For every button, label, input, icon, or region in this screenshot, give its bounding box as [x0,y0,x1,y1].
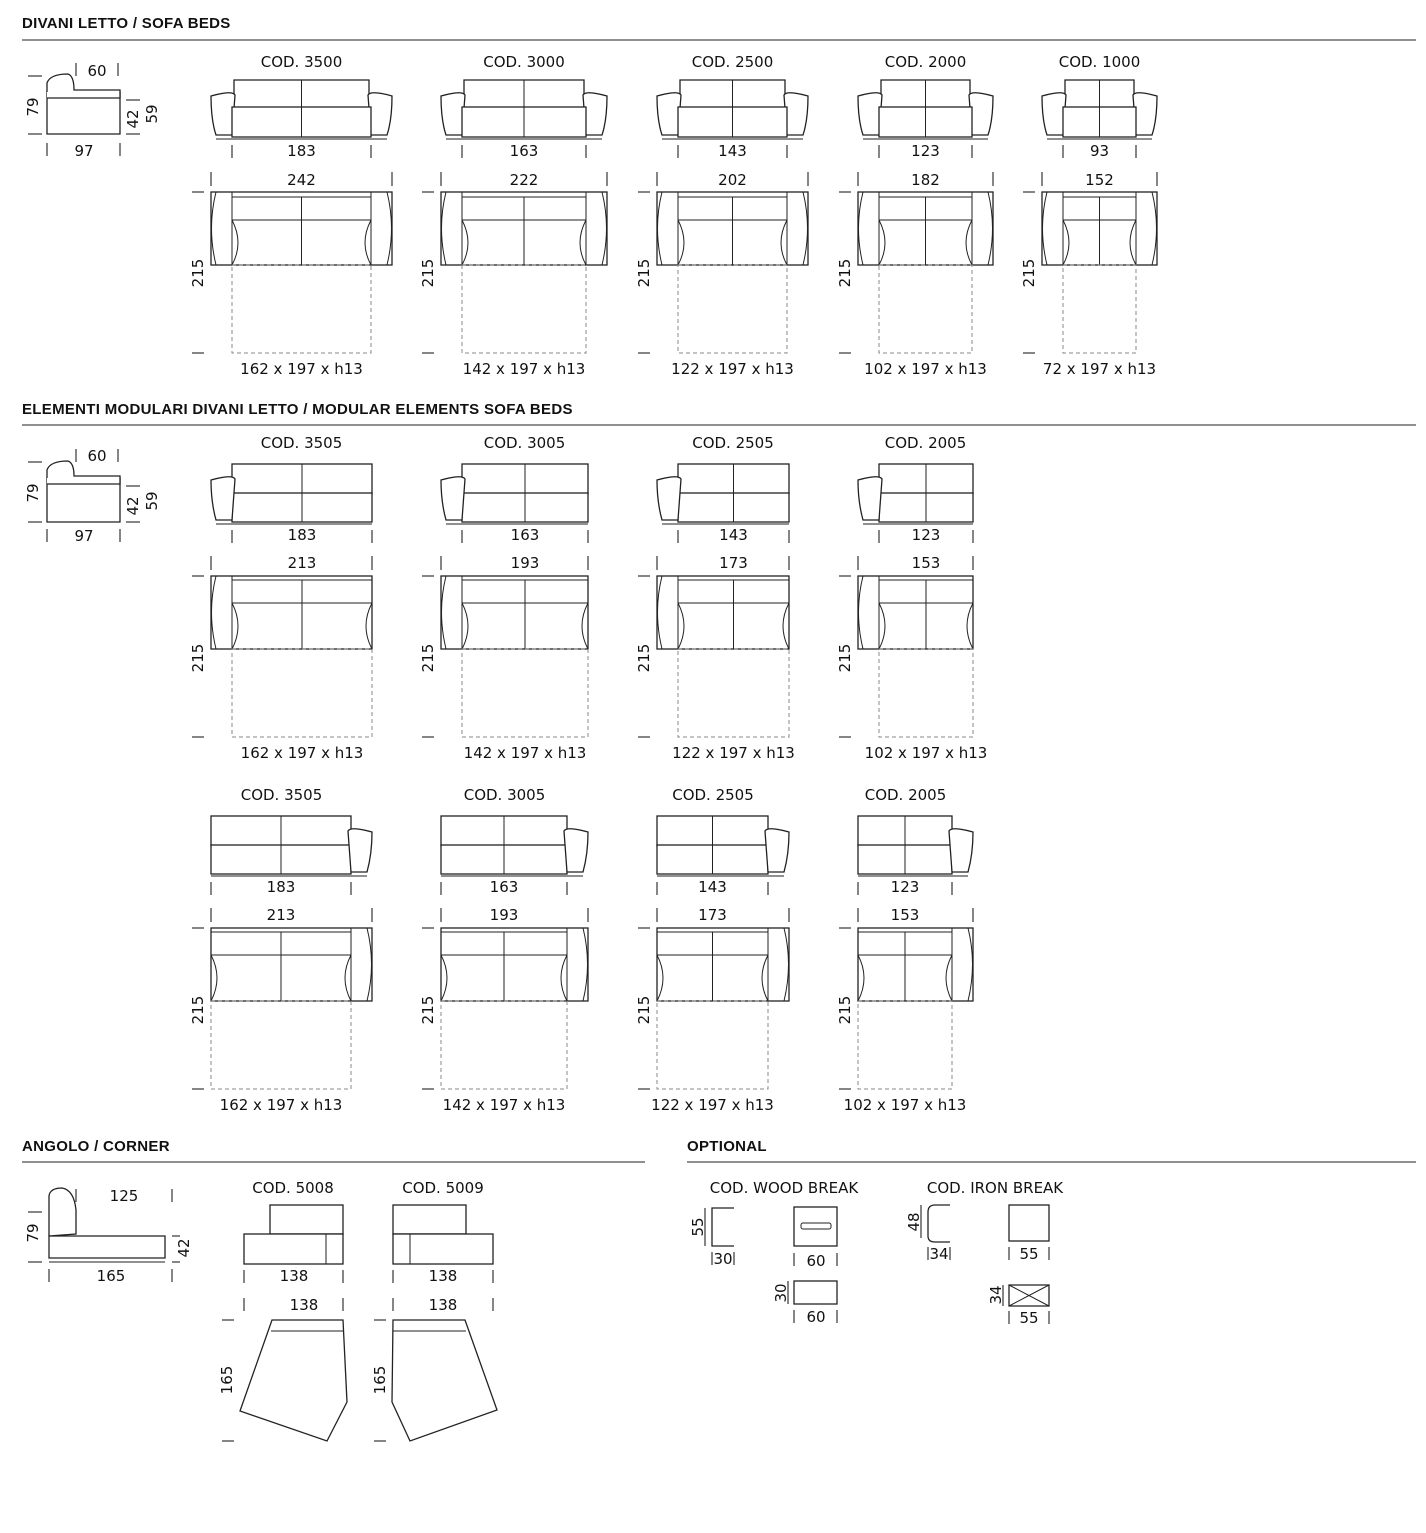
corner-side-view [24,1187,193,1285]
section-title-modular: ELEMENTI MODULARI DIVANI LETTO / MODULAR ELEMENTS SOFA BEDS [22,401,573,418]
sofa-code: COD. 2500 [691,53,774,71]
optional-iron-break [905,1179,1064,1327]
modular-top-width: 153 [890,906,920,924]
sofa-code: COD. 2000 [884,53,967,71]
iron-height: 48 [905,1212,923,1232]
modular-left-3 [836,434,987,762]
modular-left-1 [419,434,588,762]
side-view-sofa-bed [24,62,161,160]
sofa-top-width: 242 [287,171,316,189]
modular-right-2 [635,786,789,1114]
sofa-front-width: 123 [911,142,940,160]
modular-top-width: 193 [489,906,519,924]
sofa-bed-2 [635,53,808,378]
side-height-label: 79 [24,97,42,117]
corner-front-width: 138 [428,1267,458,1285]
corner-side-height-label: 79 [24,1223,42,1243]
modular-depth: 215 [836,995,854,1025]
wood-top-width: 60 [806,1308,826,1326]
modular-depth: 215 [635,995,653,1025]
modular-front-width: 183 [287,526,317,544]
corner-item-5008 [218,1179,347,1441]
sofa-mattress: 142 x 197 x h13 [462,360,586,378]
modular-mattress: 122 x 197 x h13 [651,1096,774,1114]
modular-mattress: 142 x 197 x h13 [442,1096,566,1114]
modular-left-2 [635,434,795,762]
sofa-mattress: 162 x 197 x h13 [240,360,363,378]
iron-depth: 34 [929,1245,949,1263]
side-height-label: 79 [24,483,42,503]
modular-mattress: 142 x 197 x h13 [463,744,587,762]
corner-top-width: 138 [289,1296,319,1314]
modular-code: COD. 3005 [463,786,546,804]
section-title-corner: ANGOLO / CORNER [22,1138,170,1155]
sofa-mattress: 102 x 197 x h13 [864,360,987,378]
modular-code: COD. 3505 [240,786,323,804]
corner-side-width-label: 125 [109,1187,139,1205]
sofa-top-width: 152 [1085,171,1114,189]
sofa-bed-1 [419,53,607,378]
sofa-front-width: 163 [509,142,539,160]
modular-front-width: 123 [890,878,920,896]
optional-wood-break [689,1179,859,1326]
modular-right-1 [419,786,588,1114]
modular-depth: 215 [836,643,854,673]
side-view-modular [24,447,161,545]
modular-depth: 215 [635,643,653,673]
corner-top-width: 138 [428,1296,458,1314]
sofa-code: COD. 3500 [260,53,343,71]
side-seat-label: 42 [124,109,142,129]
modular-top-width: 173 [698,906,727,924]
modular-depth: 215 [189,995,207,1025]
wood-top-height: 30 [772,1283,790,1303]
modular-code: COD. 2005 [864,786,947,804]
modular-code: COD. 3005 [483,434,566,452]
corner-code: COD. 5008 [252,1179,334,1197]
modular-code: COD. 2005 [884,434,967,452]
sofa-depth: 215 [635,258,653,288]
side-depth-label: 97 [74,527,94,545]
modular-top-width: 213 [266,906,296,924]
side-arm-label: 59 [143,104,161,124]
modular-front-width: 163 [510,526,540,544]
wood-height: 55 [689,1217,707,1237]
modular-front-width: 183 [266,878,296,896]
modular-right-0 [189,786,372,1114]
side-width-label: 60 [87,447,107,465]
iron-code: COD. IRON BREAK [926,1179,1064,1197]
sofa-front-width: 183 [287,142,316,160]
modular-mattress: 102 x 197 x h13 [843,1096,967,1114]
sofa-top-width: 202 [718,171,747,189]
sofa-depth: 215 [1020,258,1038,288]
sofa-bed-4 [1020,53,1157,378]
modular-front-width: 143 [698,878,727,896]
modular-top-width: 213 [287,554,317,572]
iron-top-width: 55 [1019,1309,1039,1327]
iron-top-height: 34 [987,1285,1005,1305]
corner-depth: 165 [371,1365,389,1395]
modular-mattress: 162 x 197 x h13 [240,744,364,762]
section-title-sofa-beds: DIVANI LETTO / SOFA BEDS [22,15,231,32]
corner-side-seat-label: 42 [175,1238,193,1258]
modular-mattress: 102 x 197 x h13 [864,744,988,762]
wood-code: COD. WOOD BREAK [709,1179,859,1197]
sofa-bed-0 [189,53,392,378]
wood-depth: 30 [713,1250,733,1268]
modular-left-0 [189,434,372,762]
section-title-optional: OPTIONAL [687,1138,767,1155]
modular-front-width: 123 [911,526,941,544]
modular-code: COD. 3505 [260,434,343,452]
iron-width: 55 [1019,1245,1039,1263]
corner-front-width: 138 [279,1267,309,1285]
modular-top-width: 153 [911,554,941,572]
modular-front-width: 143 [719,526,748,544]
side-width-label: 60 [87,62,107,80]
sofa-front-width: 93 [1089,142,1110,160]
corner-code: COD. 5009 [402,1179,484,1197]
modular-code: COD. 2505 [692,434,774,452]
corner-depth: 165 [218,1365,236,1395]
sofa-drawings [189,53,1157,1114]
sofa-bed-3 [836,53,993,378]
sofa-front-width: 143 [718,142,747,160]
sofa-code: COD. 3000 [483,53,565,71]
modular-depth: 215 [419,995,437,1025]
sofa-mattress: 122 x 197 x h13 [671,360,794,378]
modular-mattress: 122 x 197 x h13 [672,744,795,762]
sofa-mattress: 72 x 197 x h13 [1042,360,1157,378]
modular-top-width: 193 [510,554,540,572]
side-depth-label: 97 [74,142,94,160]
modular-depth: 215 [419,643,437,673]
sofa-top-width: 182 [911,171,940,189]
wood-width: 60 [806,1252,826,1270]
sofa-code: COD. 1000 [1058,53,1141,71]
modular-mattress: 162 x 197 x h13 [219,1096,343,1114]
side-seat-label: 42 [124,496,142,516]
modular-code: COD. 2505 [672,786,754,804]
corner-side-length-label: 165 [96,1267,126,1285]
sofa-depth: 215 [836,258,854,288]
sofa-depth: 215 [189,258,207,288]
sofa-top-width: 222 [509,171,539,189]
sofa-depth: 215 [419,258,437,288]
corner-item-5009 [371,1179,497,1441]
modular-front-width: 163 [489,878,519,896]
modular-depth: 215 [189,643,207,673]
modular-right-3 [836,786,973,1114]
side-arm-label: 59 [143,491,161,511]
modular-top-width: 173 [719,554,748,572]
